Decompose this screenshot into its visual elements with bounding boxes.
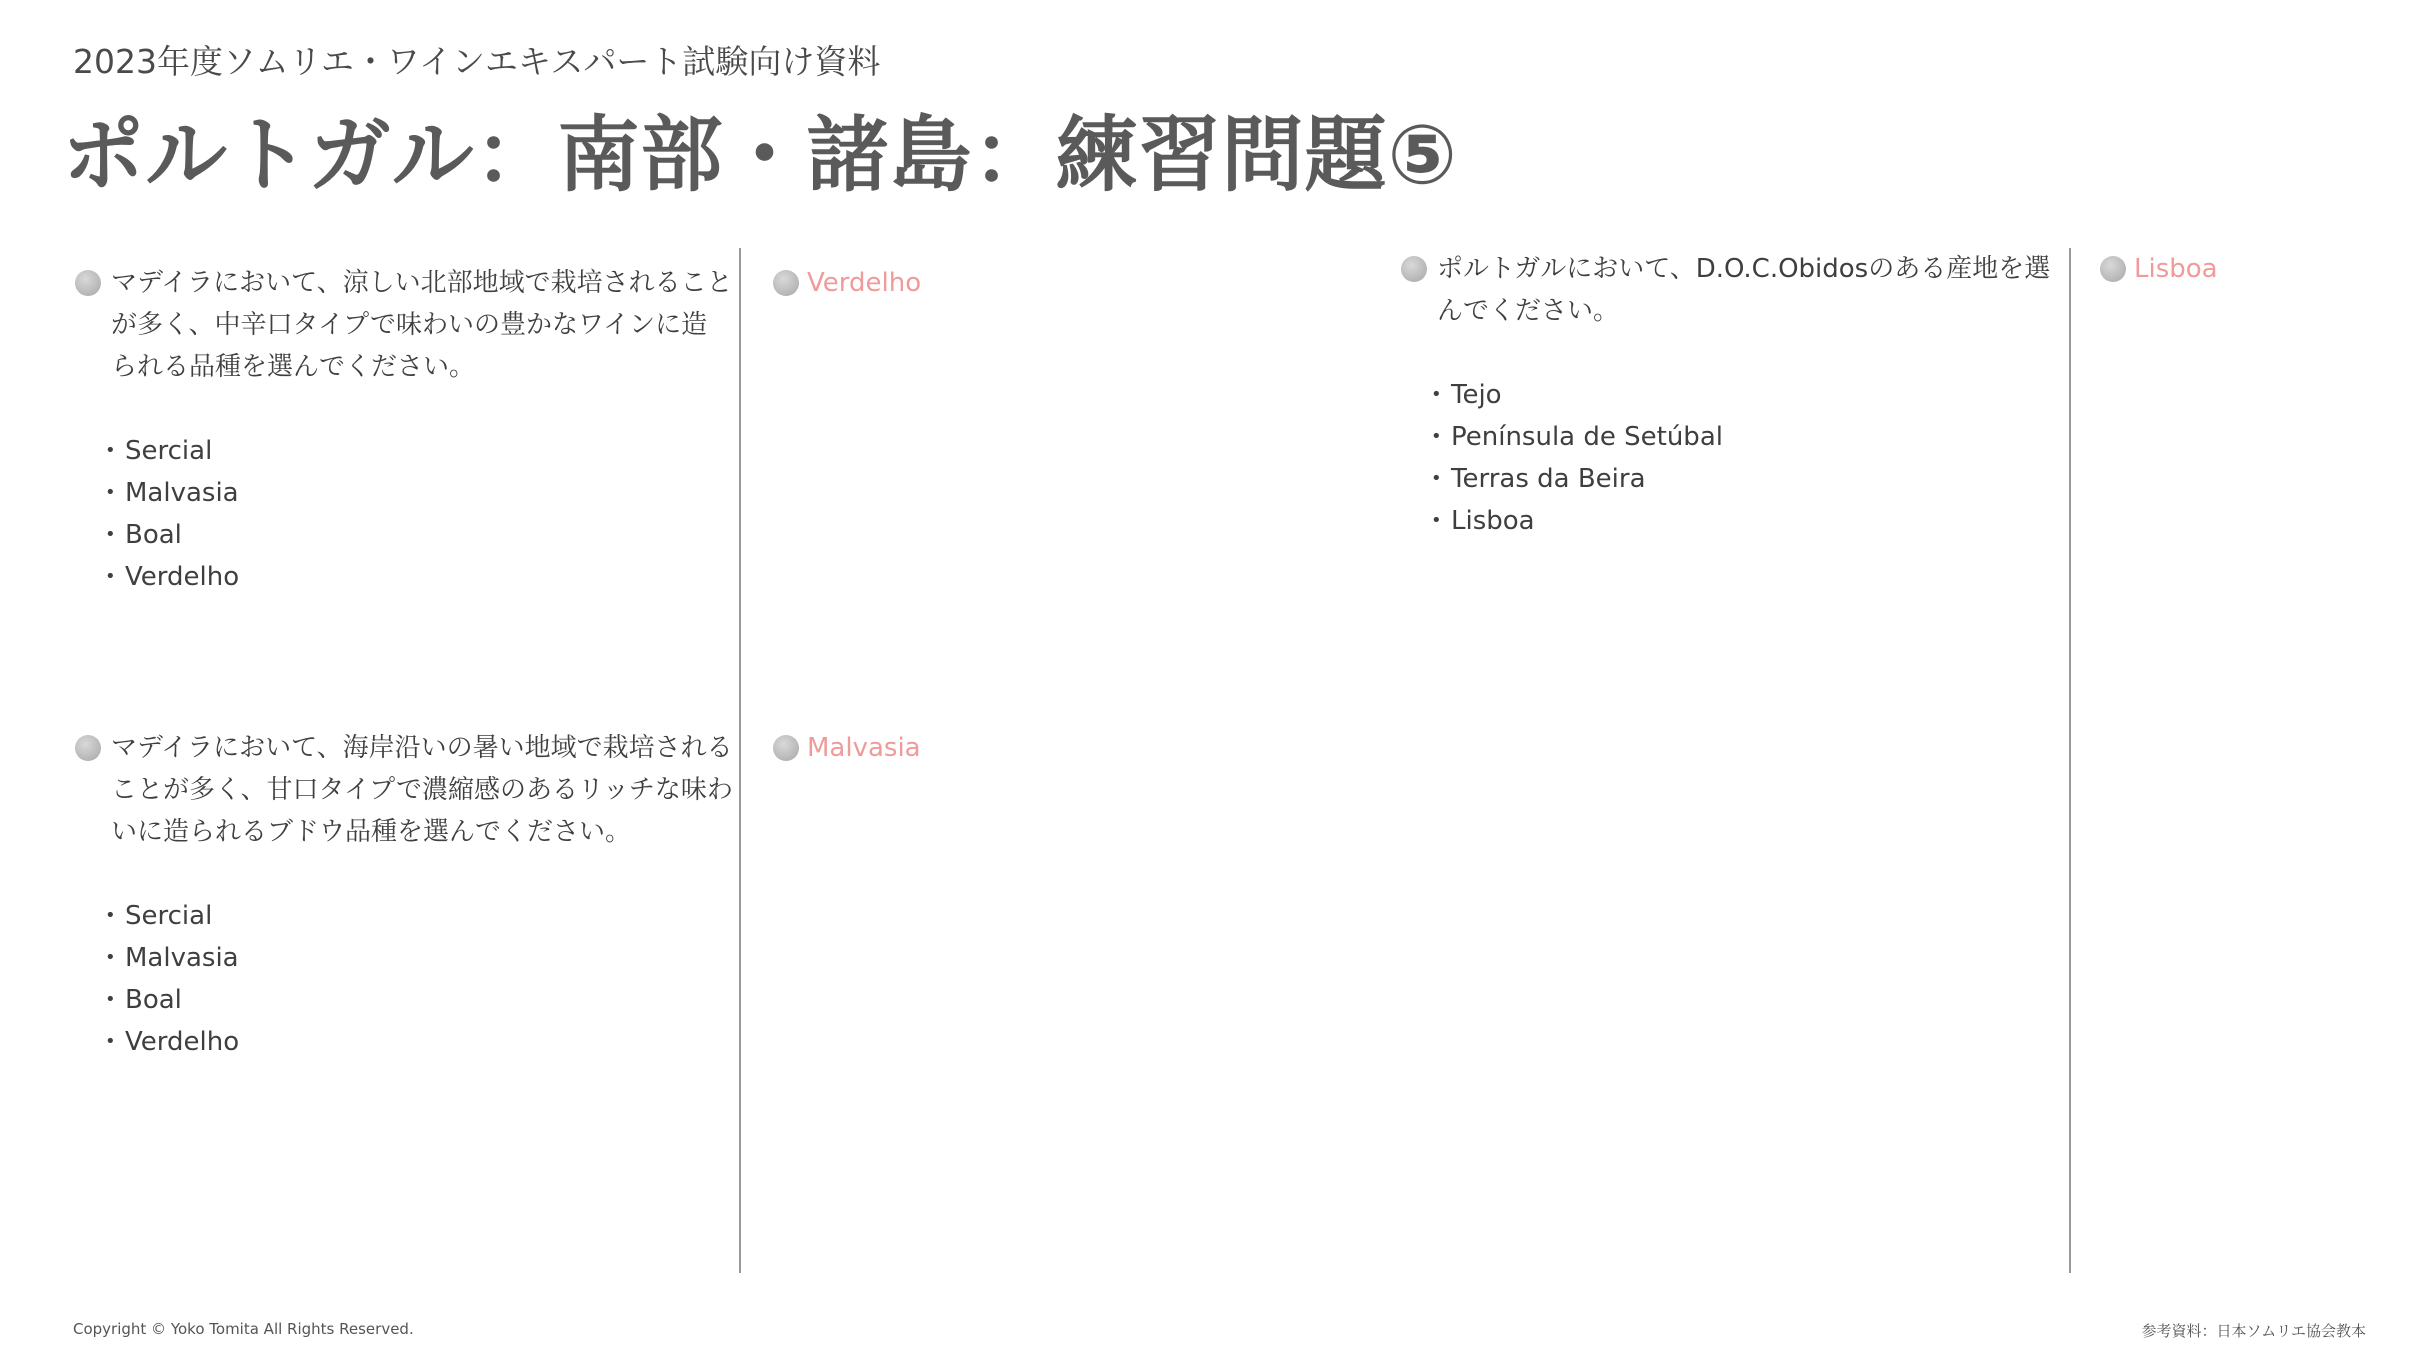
reference-footer: 参考資料：日本ソムリエ協会教本 [2141,1322,2366,1340]
answer-3 [2100,248,2218,290]
answer-text: Malvasia [807,733,921,763]
question-row [1401,248,2061,332]
option-item: • Boal [105,514,733,556]
option-item: • Verdelho [105,1021,733,1063]
option-item: • Malvasia [105,937,733,979]
option-list [75,895,733,1063]
page-subtitle: 2023年度ソムリエ・ワインエキスパート試験向け資料 [73,42,881,81]
copyright-footer: Copyright © Yoko Tomita All Rights Reserved. [73,1320,414,1338]
answer-circle-icon [2100,256,2126,282]
option-list [75,430,733,598]
column-divider-left [739,248,741,1273]
answer-2 [773,727,921,769]
question-block-3 [1401,248,2061,542]
option-item: • Tejo [1431,374,2061,416]
answer-text: Verdelho [807,268,922,298]
option-item: • Sercial [105,430,733,472]
option-item: • Sercial [105,895,733,937]
question-text: マデイラにおいて、涼しい北部地域で栽培されることが多く、中辛口タイプで味わいの豊かなワインに造られる品種を選んでください。 [111,268,733,382]
question-block-2 [75,727,733,1063]
option-item: • Lisboa [1431,500,2061,542]
question-text: ポルトガルにおいて、D.O.C.Obidosのある産地を選んでください。 [1437,254,2051,326]
bullet-circle-icon [1401,256,1427,282]
option-item: • Verdelho [105,556,733,598]
bullet-circle-icon [75,735,101,761]
answer-1 [773,262,921,304]
option-item: • Terras da Beira [1431,458,2061,500]
question-text: マデイラにおいて、海岸沿いの暑い地域で栽培されることが多く、甘口タイプで濃縮感のあるリッチな味わいに造られるブドウ品種を選んでください。 [111,733,733,847]
answer-circle-icon [773,735,799,761]
column-divider-right [2069,248,2071,1273]
bullet-circle-icon [75,270,101,296]
answer-text: Lisboa [2134,254,2218,284]
option-item: • Boal [105,979,733,1021]
page-title: ポルトガル：南部・諸島：練習問題⑤ [62,108,1458,203]
question-block-1 [75,262,733,598]
question-row [75,727,733,853]
option-item: • Malvasia [105,472,733,514]
question-row [75,262,733,388]
option-list [1401,374,2061,542]
answer-circle-icon [773,270,799,296]
option-item: • Península de Setúbal [1431,416,2061,458]
